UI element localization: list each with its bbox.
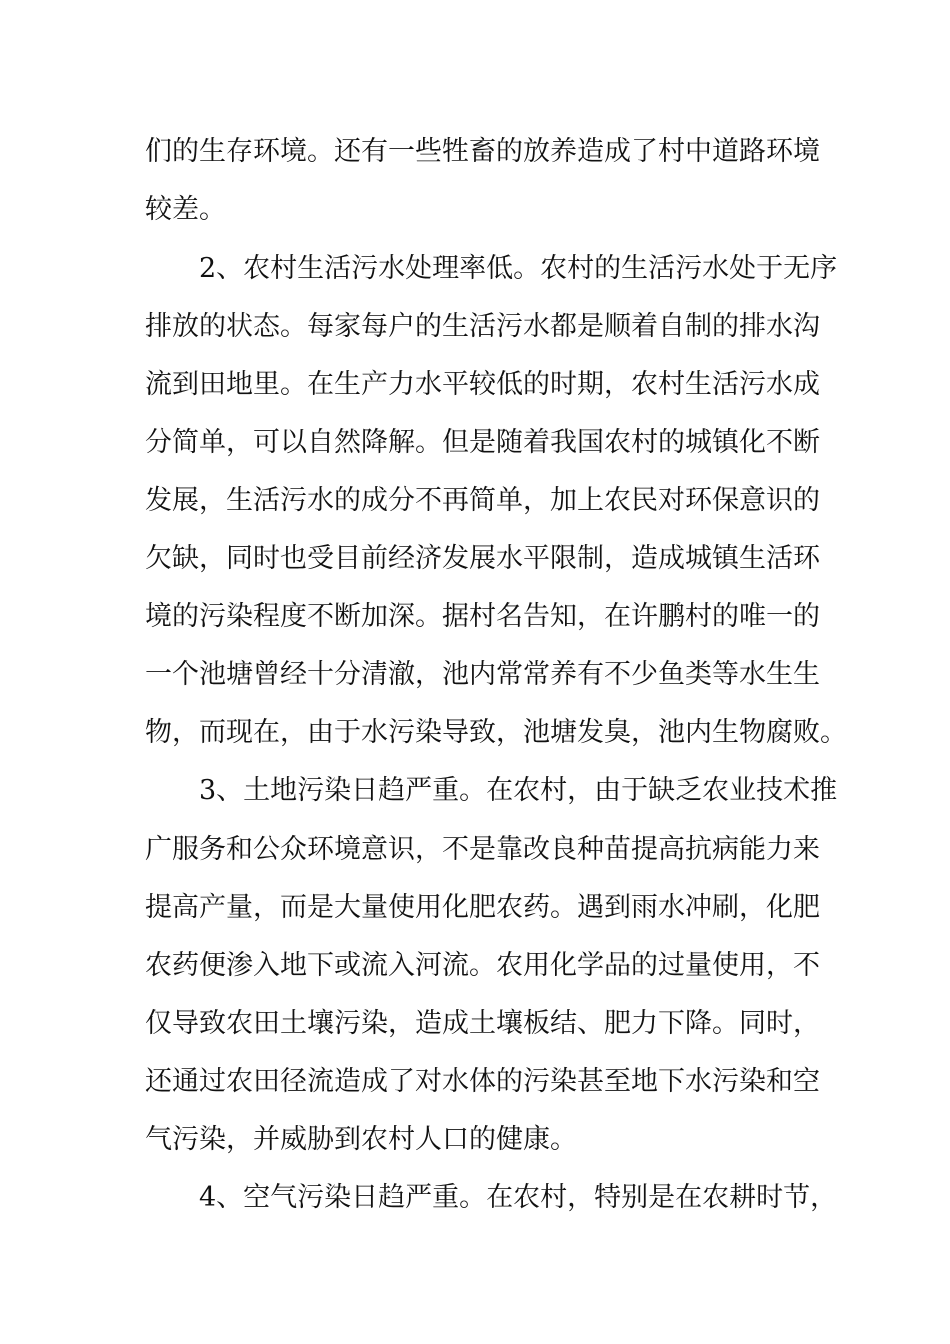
text-line: 广服务和公众环境意识，不是靠改良种苗提高抗病能力来 bbox=[145, 834, 820, 865]
text-line: 们的生存环境。还有一些牲畜的放养造成了村中道路环境 bbox=[145, 136, 820, 167]
text-line: 提高产量，而是大量使用化肥农药。遇到雨水冲刷，化肥 bbox=[145, 892, 820, 923]
text-line: 流到田地里。在生产力水平较低的时期，农村生活污水成 bbox=[145, 369, 820, 400]
text-line: 分简单，可以自然降解。但是随着我国农村的城镇化不断 bbox=[145, 427, 820, 458]
paragraph-start-line: 4、空气污染日趋严重。在农村，特别是在农耕时节， bbox=[199, 1182, 838, 1213]
text-line: 一个池塘曾经十分清澈，池内常常养有不少鱼类等水生生 bbox=[145, 659, 820, 690]
text-line: 农药便渗入地下或流入河流。农用化学品的过量使用，不 bbox=[145, 950, 820, 981]
paragraph-start-line: 2、农村生活污水处理率低。农村的生活污水处于无序 bbox=[199, 253, 838, 284]
text-line: 排放的状态。每家每户的生活污水都是顺着自制的排水沟 bbox=[145, 311, 820, 342]
text-line: 较差。 bbox=[145, 194, 226, 225]
text-line: 欠缺，同时也受目前经济发展水平限制，造成城镇生活环 bbox=[145, 543, 820, 574]
text-line: 物，而现在，由于水污染导致，池塘发臭，池内生物腐败。 bbox=[145, 717, 847, 748]
paragraph-start-line: 3、土地污染日趋严重。在农村，由于缺乏农业技术推 bbox=[199, 775, 838, 806]
text-line: 境的污染程度不断加深。据村名告知，在许鹏村的唯一的 bbox=[145, 601, 820, 632]
text-line: 还通过农田径流造成了对水体的污染甚至地下水污染和空 bbox=[145, 1066, 820, 1097]
text-line: 发展，生活污水的成分不再简单，加上农民对环保意识的 bbox=[145, 485, 820, 516]
text-line: 仅导致农田土壤污染，造成土壤板结、肥力下降。同时， bbox=[145, 1008, 820, 1039]
text-line: 气污染，并威胁到农村人口的健康。 bbox=[145, 1124, 577, 1155]
